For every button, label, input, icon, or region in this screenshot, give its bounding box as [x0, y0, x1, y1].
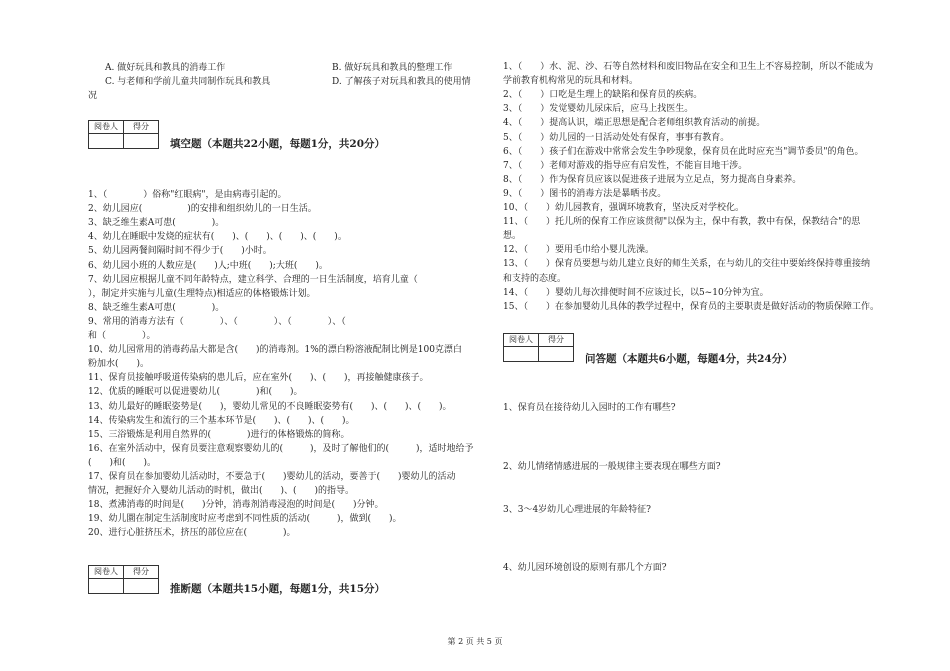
- judge-question-line: 和支持的态度。: [503, 273, 567, 284]
- option-a: A. 做好玩具和教具的消毒工作: [105, 63, 226, 73]
- reviewer-label: 阅卷人: [504, 334, 539, 347]
- score-box-judge: [88, 565, 159, 594]
- fill-question-line: ），制定并实施与儿童(生理特点)相适应的体格锻炼计划。: [88, 288, 316, 299]
- option-d-cont: 况: [88, 91, 98, 101]
- fill-question-line: ( )和( )。: [88, 457, 157, 468]
- fill-question-line: 15、三浴锻炼是利用自然界的( )进行的体格锻炼的简称。: [88, 429, 350, 440]
- qa-question-1: 1、保育员在接待幼儿入园时的工作有哪些?: [503, 403, 676, 413]
- judge-question-line: 9、（ ）图书的消毒方法是暴晒书皮。: [503, 188, 667, 199]
- score-cell: [124, 134, 159, 149]
- fill-question-line: 11、保育员接触呼吸道传染病的患儿后，应在室外( )、( )，再接触健康孩子。: [88, 373, 429, 384]
- judge-question-line: 1、（ ）水、泥、沙、石等自然材料和废旧物品在安全和卫生上不容易控制，所以不能成为: [503, 62, 874, 72]
- reviewer-cell: [504, 347, 539, 362]
- page-footer: 第 2 页 共 5 页: [447, 637, 503, 646]
- score-box-fill: [88, 120, 159, 149]
- fill-question-line: 7、幼儿园应根据儿童不同年龄特点，建立科学、合理的一日生活制度，培育儿童（: [88, 274, 418, 285]
- qa-section-title: 问答题（本题共6小题，每题4分，共24分）: [585, 353, 793, 365]
- fill-question-line: 6、幼儿园小班的人数应是( )人;中班( );大班( )。: [88, 260, 328, 271]
- fill-question-line: 粉加水( )。: [88, 359, 150, 370]
- judge-question-line: 7、（ ）老师对游戏的指导应有启发性，不能盲目地干涉。: [503, 160, 748, 171]
- qa-question-2: 2、幼儿情绪情感进展的一般规律主要表现在哪些方面?: [503, 462, 721, 472]
- reviewer-label: 阅卷人: [89, 121, 124, 134]
- judge-question-line: 8、（ ）作为保育员应该以促进孩子进展为立足点，努力提高自身素养。: [503, 174, 802, 185]
- option-c: C. 与老师和学前儿童共同制作玩具和教具: [105, 77, 271, 87]
- judge-question-line: 10、（ ）幼儿园教育，强调环境教育，坚决反对学校化。: [503, 203, 744, 213]
- judge-question-line: 2、（ ）口吃是生理上的缺陷和保育员的疾病。: [503, 90, 703, 101]
- fill-question-line: 13、幼儿最好的睡眠姿势是( )，婴幼儿常见的不良睡眠姿势有( )、( )、( )。: [88, 401, 452, 412]
- judge-question-line: 12、（ ）要用毛巾给小婴儿洗澡。: [503, 245, 654, 256]
- fill-question-line: 3、缺乏维生素A可患( )。: [88, 218, 225, 229]
- judge-question-line: 3、（ ）发觉婴幼儿尿床后，应马上找医生。: [503, 104, 694, 115]
- judge-question-line: 11、（ ）托儿所的保育工作应该贯彻"以保为主，保中有教，教中有保，保教结合"的思: [503, 217, 861, 228]
- fill-question-line: 10、幼儿园常用的消毒药品大都是含( )的消毒剂。1%的漂白粉溶液配制比例是100克漂白: [88, 345, 462, 356]
- fill-question-line: 20、进行心脏挤压术，挤压的部位应在( )。: [88, 528, 296, 539]
- score-cell: [124, 579, 159, 594]
- reviewer-cell: [89, 579, 124, 594]
- qa-question-4: 4、幼儿园环境创设的原则有那几个方面?: [503, 563, 667, 573]
- judge-question-line: 学前教育机构常见的玩具和材料。: [503, 76, 639, 87]
- fill-question-line: 8、缺乏维生素A可患( )。: [88, 302, 225, 313]
- qa-question-3: 3、3～4岁幼儿心理进展的年龄特征?: [503, 505, 652, 515]
- judge-question-line: 6、（ ）孩子们在游戏中常常会发生争吵现象，保育员在此时应充当"调节委员"的角色。: [503, 146, 864, 157]
- fill-question-line: 4、幼儿在睡眠中发烧的症状有( )、( )、( )、( )。: [88, 232, 347, 243]
- reviewer-label: 阅卷人: [89, 566, 124, 579]
- fill-question-line: 14、传染病发生和流行的三个基本环节是( )、( )、( )。: [88, 415, 355, 426]
- judge-question-line: 14、（ ）婴幼儿每次排便时间不应该过长，以5~10分钟为宜。: [503, 287, 769, 298]
- score-label: 得分: [124, 121, 159, 134]
- fill-question-line: 17、保育员在参加婴幼儿活动时，不要急于( )婴幼儿的活动，要善于( )婴幼儿的活动: [88, 472, 456, 482]
- judge-question-line: 5、（ ）幼儿园的一日活动处处有保育，事事有教育。: [503, 132, 730, 143]
- fill-question-line: 12、优质的睡眠可以促进婴幼儿( )和( )。: [88, 387, 303, 398]
- judge-question-line: 想。: [503, 231, 522, 242]
- judge-section-title: 推断题（本题共15小题，每题1分，共15分）: [170, 583, 386, 595]
- score-label: 得分: [539, 334, 574, 347]
- fill-question-line: 18、煮沸消毒的时间是( )分钟，消毒剂消毒浸泡的时间是( )分钟。: [88, 500, 384, 511]
- fill-question-line: 2、幼儿园应( )的安排和组织幼儿的一日生活。: [88, 204, 317, 215]
- fill-section-title: 填空题（本题共22小题，每题1分，共20分）: [170, 138, 386, 150]
- score-label: 得分: [124, 566, 159, 579]
- option-b: B. 做好玩具和教具的整理工作: [332, 63, 453, 73]
- fill-question-line: 情况，把握好介入婴幼儿活动的时机，做出( )、( )的指导。: [88, 486, 355, 497]
- fill-question-line: 1、（ ）俗称"红眼病"，是由病毒引起的。: [88, 190, 287, 200]
- fill-question-line: 5、幼儿园两餐间隔时间不得少于( )小时。: [88, 246, 272, 257]
- score-cell: [539, 347, 574, 362]
- fill-question-line: 19、幼儿圜在制定生活制度时应考虑到不同性质的活动( )，做到( )。: [88, 514, 402, 525]
- judge-question-line: 15、（ ）在参加婴幼儿具体的教学过程中，保育员的主要职责是做好活动的物质保障工作。: [503, 301, 879, 312]
- reviewer-cell: [89, 134, 124, 149]
- fill-question-line: 9、常用的消毒方法有（ ）、（ ）、（ ）、（: [88, 316, 346, 327]
- judge-question-line: 4、（ ）提高认识，端正思想是配合老师组织教育活动的前提。: [503, 118, 766, 129]
- score-box-qa: [503, 333, 574, 362]
- fill-question-line: 和（ ）。: [88, 331, 156, 341]
- option-d: D. 了解孩子对玩具和教具的使用情: [332, 77, 471, 87]
- fill-question-line: 16、在室外活动中，保育员要注意观察婴幼儿的( )，及时了解他们的( )，适时地给予: [88, 443, 474, 454]
- judge-question-line: 13、（ ）保育员要想与幼儿建立良好的师生关系，在与幼儿的交往中要始终保持尊重接纳: [503, 259, 870, 270]
